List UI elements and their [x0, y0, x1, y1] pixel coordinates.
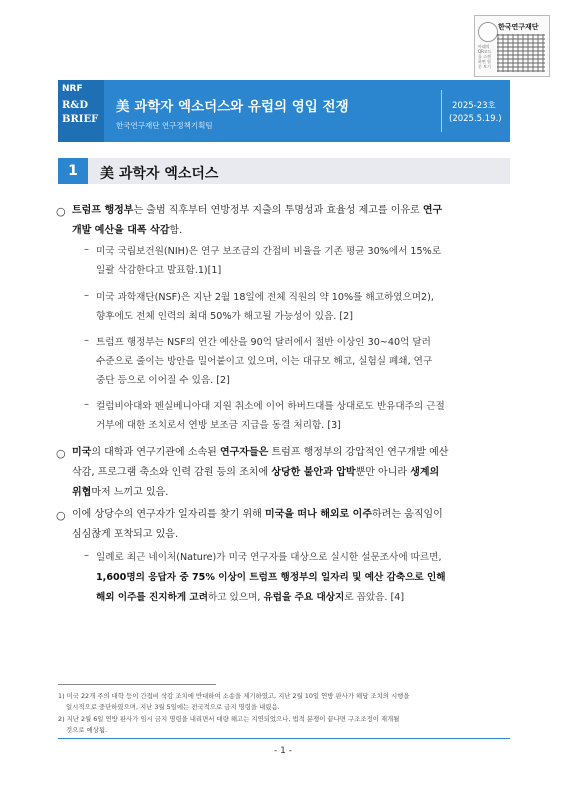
document-title: 美 과학자 엑소더스와 유럽의 영입 전쟁 [116, 99, 349, 115]
qr-caption: 아래의 QR코드를 스캔하면 원문 보기 [478, 44, 492, 69]
logo-rd-text: R&D [62, 100, 89, 111]
bullet-icon: ○ [56, 509, 66, 522]
footnote-2-line-2: 것으로 예상됨. [66, 726, 108, 734]
page-bottom-rule [58, 738, 510, 739]
footnote-1-line-1: 1) 미국 22개 주의 대학 등이 간접비 삭감 조치에 반대하여 소송을 제기하였고, 지난 2월 10일 연방 판사가 해당 조치의 시행을 [58, 692, 410, 700]
paragraph-3-line-2: 심심찮게 포착되고 있음. [72, 529, 179, 540]
dash-icon: – [84, 550, 89, 561]
sub-item-5-line-2: 1,600명의 응답자 중 75% 이상이 트럼프 행정부의 일자리 및 예산 감축으로 인해 [96, 572, 446, 583]
banner-divider [441, 90, 442, 132]
sub-item-2-line-1: 미국 과학재단(NSF)은 지난 2월 18일에 전체 직원의 약 10%를 해고하였으며2), [96, 292, 434, 303]
bullet-icon: ○ [56, 447, 66, 460]
sub-item-4-line-1: 컬럼비아대와 펜실베니아대 지원 취소에 이어 하버드대를 상대로도 반유대주의 근절 [96, 401, 445, 412]
page-number: - 1 - [274, 746, 292, 756]
dash-icon: – [84, 399, 89, 410]
paragraph-2-line-1: 미국의 대학과 연구기관에 소속된 연구자들은 트럼프 행정부의 강압적인 연구개발 예산 [72, 447, 449, 458]
sub-item-4-line-2: 거부에 대한 조치로서 연방 보조금 지급을 동결 처리함. [3] [96, 420, 341, 431]
sub-item-1-line-1: 미국 국립보건원(NIH)은 연구 보조금의 간접비 비율을 기존 평균 30%에서 15%로 [96, 246, 442, 257]
section-title: 美 과학자 엑소더스 [100, 166, 219, 182]
sub-item-2-line-2: 향후에도 전체 인력의 최대 50%가 해고될 가능성이 있음. [2] [96, 311, 353, 322]
dash-icon: – [84, 244, 89, 255]
bullet-icon: ○ [56, 205, 66, 218]
logo-nrf-text: NRF [62, 84, 83, 94]
section-number: 1 [58, 158, 88, 184]
sub-item-5-line-3: 해외 이주를 진지하게 고려하고 있으며, 유럽을 주요 대상지로 꼽았음. [4] [96, 592, 405, 603]
sub-item-3-line-3: 중단 등으로 이어질 수 있음. [2] [96, 375, 230, 386]
issue-date: (2025.5.19.) [449, 114, 502, 124]
logo-brief-text: BRIEF [62, 114, 99, 125]
sub-item-1-line-2: 일괄 삭감한다고 발표함.1)[1] [96, 265, 222, 276]
sub-item-3-line-1: 트럼프 행정부는 NSF의 연간 예산을 90억 달러에서 절반 이상인 30~40억 달러 [96, 337, 431, 348]
paragraph-1-line-2: 개발 예산을 대폭 삭감함. [72, 225, 183, 236]
qr-code-icon[interactable] [497, 34, 545, 72]
nrf-logo-icon [478, 22, 498, 42]
paragraph-2-line-3: 위협마저 느끼고 있음. [72, 487, 169, 498]
document-subtitle: 한국연구재단 연구정책기획팀 [116, 121, 213, 130]
paragraph-1-line-1: 트럼프 행정부는 출범 직후부터 연방정부 지출의 투명성과 효율성 제고를 이유로 연구 [72, 205, 443, 216]
dash-icon: – [84, 335, 89, 346]
issue-number: 2025-23호 [452, 101, 496, 111]
qr-org-name: 한국연구재단 [498, 23, 539, 31]
footnote-2-line-1: 2) 지난 2월 6일 연방 판사가 임시 금지 명령을 내리면서 대량 해고는 지연되었으나, 법적 분쟁이 끝나면 구조조정이 재개될 [58, 715, 400, 723]
sub-item-3-line-2: 수준으로 줄이는 방안을 밀어붙이고 있으며, 이는 대규모 해고, 실험실 폐쇄, 연구 [96, 356, 433, 367]
footnote-1-line-2: 일시적으로 중단하였으며, 지난 3월 5일에는 전국적으로 금지 명령을 내렸음. [66, 703, 280, 711]
sub-item-5-line-1: 일례로 최근 네이처(Nature)가 미국 연구자를 대상으로 실시한 설문조사에 따르면, [96, 552, 442, 563]
paragraph-2-line-2: 삭감, 프로그램 축소와 인력 감원 등의 조치에 상당한 불안과 압박뿐만 아니라 생계의 [72, 467, 440, 478]
dash-icon: – [84, 290, 89, 301]
footnote-divider [58, 684, 216, 685]
paragraph-3-line-1: 이에 상당수의 연구자가 일자리를 찾기 위해 미국을 떠나 해외로 이주하려는 움직임이 [72, 509, 443, 520]
